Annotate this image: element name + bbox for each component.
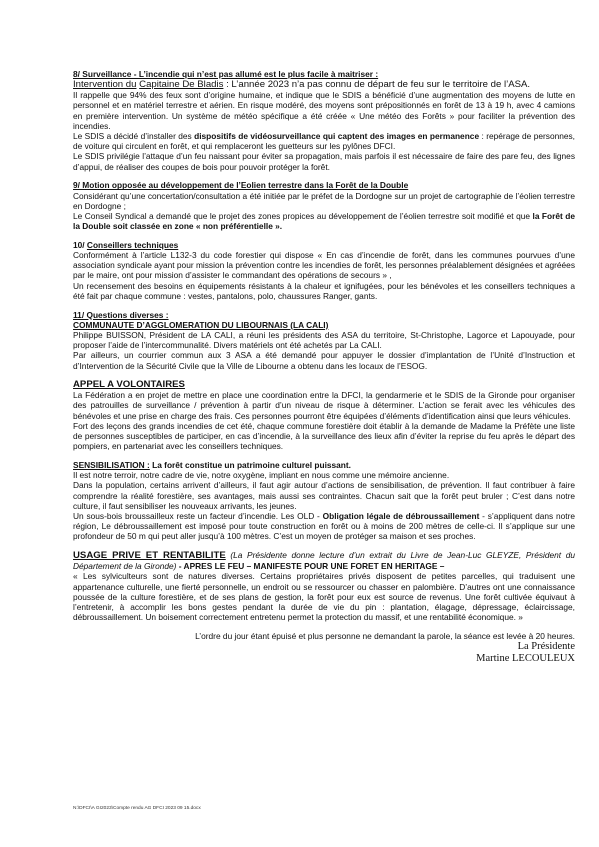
intro-label: Intervention du <box>73 79 137 91</box>
text-run: Le SDIS a décidé d’installer des <box>73 131 195 142</box>
sensibilisation-paragraph-3 <box>73 511 575 542</box>
heading-note: (La Présidente donne lecture d’un extrait du Livre de Jean-Luc GLEYZE, Président du Département de la Gironde) <box>73 550 575 572</box>
appel-heading: APPEL A VOLONTAIRES <box>73 379 185 391</box>
section-8-paragraph-3: Le SDIS privilégie l’attaque d’un feu naissant pour éviter sa propagation, mais parfois il est nécessaire de faire des pare feu, des lignes d’appui, de réaliser des coupes de bois pour pouvoir protéger la forêt. <box>73 151 575 172</box>
appel-paragraph-2: Fort des leçons des grands incendies de cet été, chaque commune forestière doit établir à la demande de Madame la Préfète une liste de personnes susceptibles de participer, en cas d’incendie, à la surveillance des lieux afin d’éviter la reprise du feu après le départ des pompiers, en partenariat avec les conseillers techniques. <box>73 420 575 452</box>
footer-file-path: N:\DFCI\A GI2023\Compte rendu AG DFCI 2023 09 15.docx <box>73 806 201 811</box>
spacer <box>73 231 575 240</box>
section-8-paragraph-2 <box>73 131 575 151</box>
section-8-intro <box>73 79 575 90</box>
text-run: : repérage de personnes, de voiture qui circulent en forêt, et qui remplaceront les guetteurs sur les pylônes DFCI. <box>73 131 576 152</box>
section-9-paragraph-1: Considérant qu’une concertation/consultation a été initiée par le préfet de la Dordogne sur un projet de cartographie de l’éolien terrestre en Dordogne ; <box>73 190 575 211</box>
section-8-paragraph-1: Il rappelle que 94% des feux sont d’origine humaine, et indique que le SDIS a bénéficié d’une augmentation des moyens de lutte en personnel et en matériel terrestre et aérien. En risque modéré, des moyens sont prépositionnés en forêt de 13 à 19 h, avec 4 camions en première intervention. Un système de météo spécifique a été créée « Une météo des Forêts » pour faciliter la prévention des incendies. <box>73 90 575 131</box>
heading-label: USAGE PRIVE ET RENTABILITE <box>73 550 226 562</box>
appel-paragraph-1: La Fédération a en projet de mettre en place une coordination entre la DFCI, la gendarmerie et le SDIS de la Gironde pour organiser des patrouilles de surveillance / prévention à partir d’un niveau de risque à déterminer. L’action se ferait avec les véhicules des bénévoles et une prise en charge des frais. Ces personnes pourront être équipées d’éléments d’identification ainsi que leurs véhicules. <box>73 390 575 421</box>
sensibilisation-paragraph-2: Dans la population, certains arrivent d’ailleurs, il faut agir autour d’actions de sensibilisation, de prévention. Il faut contribuer à faire comprendre la réalité forestière, ses avantages, mais aussi ses contraintes. Chacun sait que la forêt peut bruler ; C’est dans notre culture, il faut sensibiliser les nouveaux arrivants, les jeunes. <box>73 480 575 511</box>
intro-name: Capitaine De Bladis <box>139 79 224 91</box>
book-title: - APRES LE FEU – MANIFESTE POUR UNE FORET EN HERITAGE – <box>176 561 445 572</box>
spacer <box>73 542 575 551</box>
spacer <box>73 622 575 631</box>
sensibilisation-heading <box>73 460 575 470</box>
bold-run: la Forêt de la Double soit classée en zone « non préférentielle ». <box>73 210 575 232</box>
sensibilisation-paragraph-1: Il est notre terroir, notre cadre de vie, notre oxygène, impliant en nous comme une mémoire ancienne. <box>73 470 450 481</box>
section-10-heading <box>73 240 575 250</box>
section-11-heading: 11/ Questions diverses : <box>73 309 169 320</box>
section-10-paragraph-2: Un recensement des besoins en équipements résistants à la chaleur et ignifugées, pour les bénévoles et les conseillers techniques a été fait par chaque commune : vestes, pantalons, polo, chaussures Ranger, gants. <box>73 280 575 301</box>
signature-role: La Présidente <box>517 641 575 653</box>
bold-run: Obligation légale de débroussaillement <box>322 511 480 522</box>
signature-name: Martine LECOULEUX <box>476 652 575 664</box>
spacer <box>73 371 575 380</box>
text-run: Un sous-bois broussailleux reste un facteur d’incendie. Les OLD - <box>73 511 323 522</box>
heading-label: SENSIBILISATION : <box>73 460 150 470</box>
bold-run: dispositifs de vidéosurveillance qui captent des images en permanence <box>194 131 480 142</box>
section-8-heading: 8/ Surveillance - L’incendie qui n’est pas allumé est le plus facile à maitriser : <box>73 69 379 79</box>
section-11-paragraph-1: Philippe BUISSON, Président de LA CALI, a réuni les présidents des ASA du territoire, St-Christophe, Lagorce et Lapouyade, pour proposer l’aide de l’intercommunalité. Divers matériels ont été achetés par La CALI. <box>73 329 575 351</box>
text-run: Le Conseil Syndical a demandé que le projet des zones propices au développement de l’éolien terrestre soit modifié et que <box>73 210 533 221</box>
section-11-paragraph-2: Par ailleurs, un courrier commun aux 3 ASA a été demandé pour appuyer le dossier d’implantation de l’Unité d’Instruction et d’Intervention de la Sécurité Civile que la Ville de Libourne a obtenu dans les locaux de l’ESOG. <box>73 350 575 371</box>
usage-heading <box>73 550 575 571</box>
section-9-paragraph-2 <box>73 211 575 231</box>
document-body <box>73 69 575 664</box>
section-10-paragraph-1: Conformément à l’article L132-3 du code forestier qui dispose « En cas d’incendie de forêt, dans les communes pourvues d’une association syndicale ayant pour mission la prévention contre les incendies de forêt, les personnes préalablement désignées et agréées par le maire, ont pour mission d’assister le commandant des opérations de secours » , <box>73 250 575 281</box>
spacer <box>73 172 575 181</box>
section-11-subheading: COMMUNAUTE D’AGGLOMERATION DU LIBOURNAIS (LA CALI) <box>73 319 329 330</box>
spacer <box>73 301 575 310</box>
heading-text: La forêt constitue un patrimoine culturel puissant. <box>149 460 351 470</box>
heading-text: Conseillers techniques <box>86 239 179 250</box>
heading-number: 10/ <box>73 239 87 250</box>
usage-quote: « Les sylviculteurs sont de natures diverses. Certains propriétaires privés disposent de petites parcelles, qui traduisent une appartenance culturelle, une fierté personnelle, un endroit ou se ressourcer ou chasser en palombière. D’autres ont une connaissance poussée de la culture forestière, et de ses plans de gestion, la forêt pour eux est source de revenus. Une forêt cultivée équivaut à l’entretenir, à accomplir les bons gestes pendant la durée de vie du pin : plantation, élagage, dépressage, éclaircissage, débroussaillement. Un boisement correctement entretenu permet la protection du massif, et une rentabilité économique. » <box>73 571 575 623</box>
text-run: - s’appliquent dans notre région, Le débroussaillement est imposé pour toute construction en forêt ou à moins de 200 mètres de celle-ci. Il s’applique sur une profondeur de 50 m qui peut aller jusqu’à 100 mètres. C’est un moyen de protéger sa maison et ses proches. <box>73 511 575 542</box>
section-9-heading: 9/ Motion opposée au développement de l’Eolien terrestre dans la Forêt de la Double <box>73 180 409 191</box>
spacer <box>73 452 575 461</box>
intro-text: : L’année 2023 n’a pas connu de départ de feu sur le territoire de l’ASA. <box>226 79 531 91</box>
closing-statement: L’ordre du jour étant épuisé et plus personne ne demandant la parole, la séance est levée à 20 heures. <box>195 630 575 641</box>
